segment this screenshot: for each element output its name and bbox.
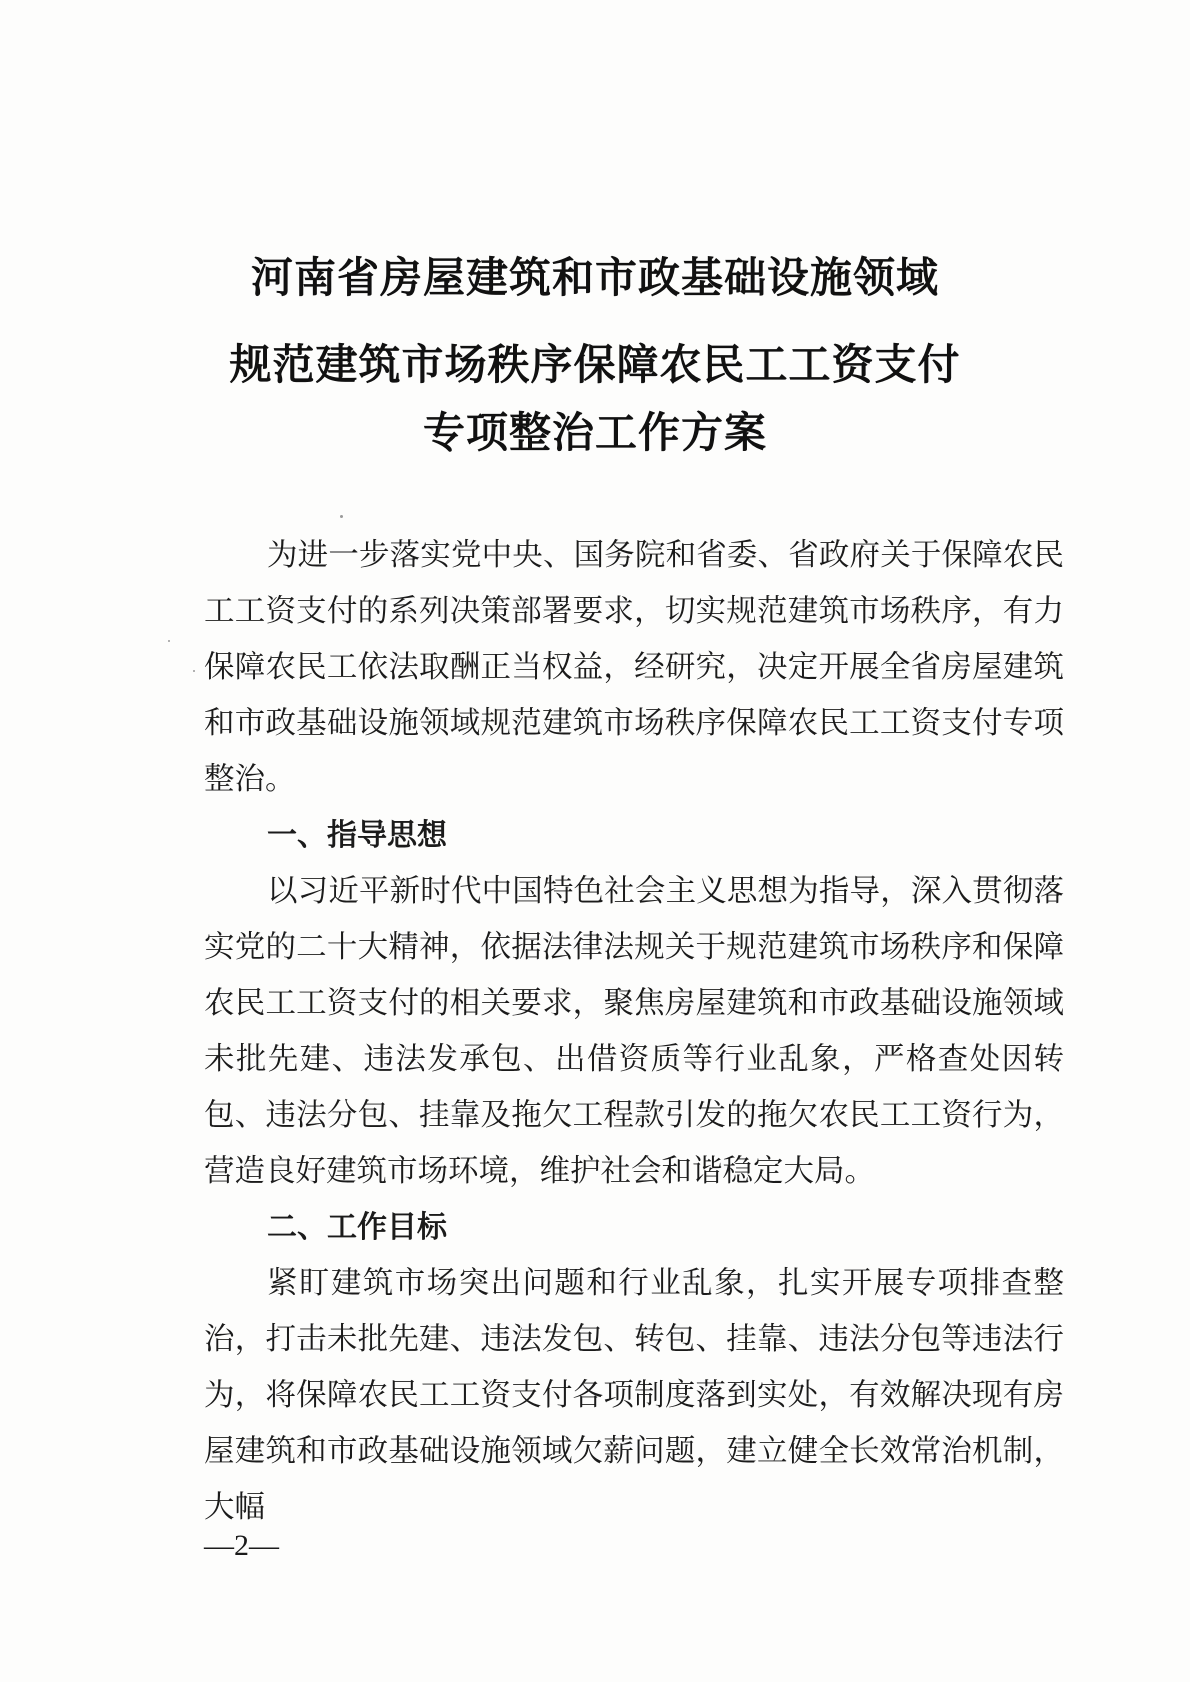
scan-speck xyxy=(168,640,170,642)
section-2-heading-block xyxy=(204,1200,1064,1256)
document-title-line-2: 规范建筑市场秩序保障农民工工资支付 xyxy=(229,340,961,389)
page-number: —2— xyxy=(204,1529,279,1562)
document-title-line-3: 专项整治工作方案 xyxy=(422,408,767,457)
section-heading-guiding-ideology: 一、指导思想 xyxy=(267,818,447,853)
scan-speck xyxy=(340,515,343,518)
section-1-paragraph-block xyxy=(204,864,1064,1200)
intro-paragraph: 为进一步落实党中央、国务院和省委、省政府关于保障农民工工资支付的系列决策部署要求，切实规范建筑市场秩序，有力保障农民工依法取酬正当权益，经研究，决定开展全省房屋建筑和市政基础设施领域规范建筑市场秩序保障农民工工资支付专项整治。 xyxy=(204,538,1064,797)
section-paragraph-work-goals: 紧盯建筑市场突出问题和行业乱象，扎实开展专项排查整治，打击未批先建、违法发包、转包、挂靠、违法分包等违法行为，将保障农民工工资支付各项制度落到实处，有效解决现有房屋建筑和市政基础设施领域欠薪问题，建立健全长效常治机制，大幅 xyxy=(204,1266,1064,1525)
section-heading-work-goals: 二、工作目标 xyxy=(267,1210,447,1245)
intro-paragraph-block xyxy=(204,528,1064,808)
document-title-line-1: 河南省房屋建筑和市政基础设施领域 xyxy=(250,253,939,302)
section-paragraph-guiding-ideology: 以习近平新时代中国特色社会主义思想为指导，深入贯彻落实党的二十大精神，依据法律法规关于规范建筑市场秩序和保障农民工工资支付的相关要求，聚焦房屋建筑和市政基础设施领域未批先建、违法发承包、出借资质等行业乱象，严格查处因转包、违法分包、挂靠及拖欠工程款引发的拖欠农民工工资行为，营造良好建筑市场环境，维护社会和谐稳定大局。 xyxy=(204,874,1064,1189)
scan-speck xyxy=(193,670,195,672)
section-1-heading-block xyxy=(204,808,1064,864)
section-2-paragraph-block xyxy=(204,1256,1064,1536)
